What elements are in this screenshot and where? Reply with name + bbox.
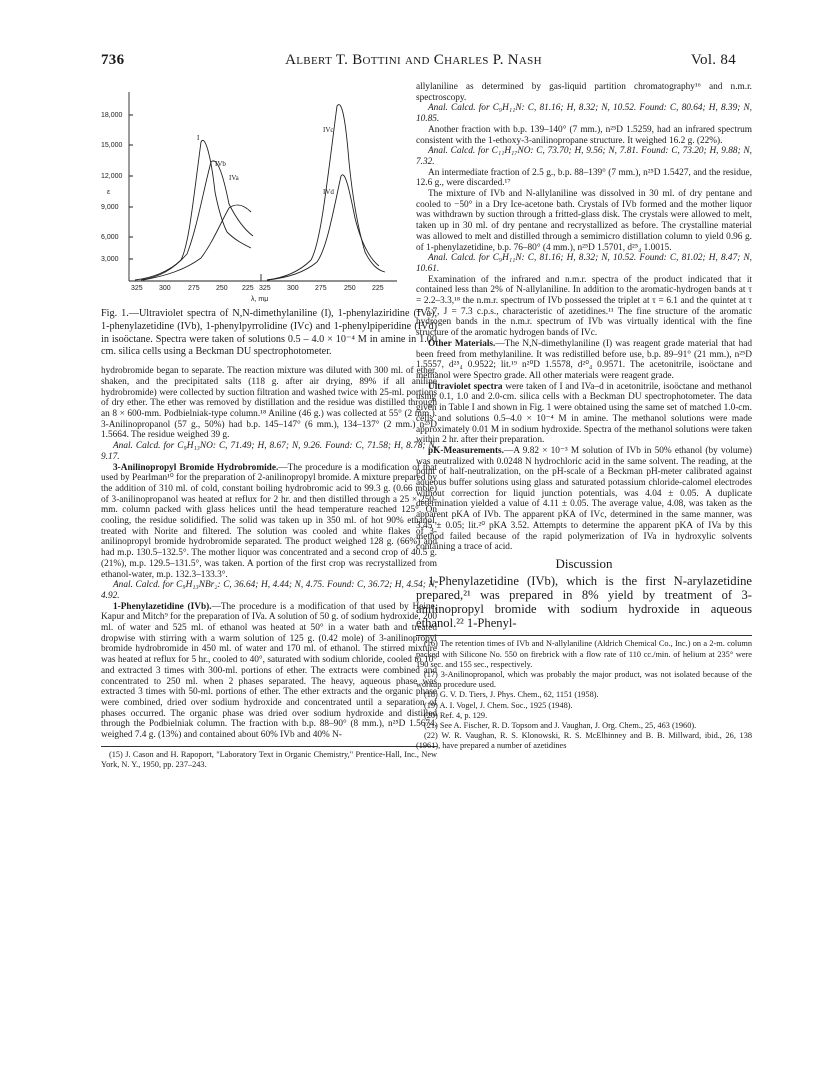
curve-label-ivc: IVc <box>323 126 334 134</box>
footnote: (21) See A. Fischer, R. D. Topsom and J. Vaughan, J. Org. Chem., 25, 463 (1960). <box>424 721 697 731</box>
section-heading: pK-Measurements. <box>428 445 505 456</box>
curve-label-ivd: IVd <box>323 188 334 196</box>
paragraph: allylaniline as determined by gas-liquid partition chromatography¹⁶ and n.m.r. spectroscopy. <box>416 82 752 103</box>
footnote: (17) 3-Anilinopropanol, which was probably the major product, was not isolated because of the workup procedure used. <box>416 670 752 690</box>
x-tick-label: 250 <box>344 285 356 292</box>
volume-label: Vol. 84 <box>690 52 736 68</box>
footnote-divider <box>416 635 752 636</box>
section-text: —The procedure is a modification of that used by Pearlman¹⁰ for the preparation of 2-anilinopropyl bromide. A mixture prepared by the addition of 310 ml. of cold, constant boiling hydrobromic acid to 99.3 g. (0.66 mole) of 3-anilinopropanol was heated at reflux for 2 hr. and then distilled through a 25 × 250-mm. column packed with glass helices until the head temperature reached 125°. On cooling, the residue solidified. The solid was taken up in 350 ml. of hot 90% ethanol, treated with Norite and filtered. The solution was cooled and white flakes of 3-anilinopropyl bromide hydrobromide separated. The product weighed 128 g. (66%) and had m.p. 130.5–132.5°. The mother liquor was concentrated and a second crop of 40.5 g. (21%), m.p. 129.5–131.5°, was taken. A portion of the first crop was recrystallized from ethanol-water, m.p. 132.3–133.3°. <box>101 462 437 580</box>
section-paragraph <box>101 463 437 581</box>
x-tick-label: 225 <box>242 285 254 292</box>
footnote: (16) The retention times of IVb and N-allylaniline (Aldrich Chemical Co., Inc.) on a 2-m. column packed with Silicone No. 550 on firebrick with a flow rate of 110 cc./min. of helium at 235° were 190 sec. and 155 sec., respectively. <box>416 639 752 669</box>
footnote: (19) A. I. Vogel, J. Chem. Soc., 1925 (1948). <box>424 700 573 710</box>
curve-label-i: I <box>197 134 200 142</box>
page-number: 736 <box>101 52 125 68</box>
paragraph: The mixture of IVb and N-allylaniline was dissolved in 30 ml. of dry pentane and cooled to −50° in a Dry Ice-acetone bath. Crystals of IVb formed and the mother liquor was withdrawn by suction through a fritted-glass disk. The crystals were allowed to melt, taken up in 30 ml. of dry pentane and recrystallized as before. The crystalline material was allowed to melt and distilled through a semimicro distillation column to yield 0.96 g. of 1-phenylazetidine, b.p. 76–80° (4 mm.), n²⁵D 1.5701, d²⁵₄ 1.0015. <box>416 189 752 253</box>
section-text: —The procedure is a modification of that used by Heine, Kapur and Mitch⁹ for the preparation of IVa. A solution of 50 g. of sodium hydroxide, 200 ml. of water and 525 ml. of ethanol was heated at 50° in a water bath and treated dropwise with stirring with a warm solution of 125 g. (0.42 mole) of 3-anilinopropyl bromide hydrobromide in 450 ml. of water and 170 ml. of ethanol. The stirred mixture was heated at reflux for 5 hr., cooled to 40°, saturated with sodium chloride, cooled to 10° and extracted 3 times with 300-ml. portions of ether. The extracts were combined and concentrated to 250 ml. when 2 phases separated. The heavy, aqueous phase was extracted 3 times with 50-ml. portions of ether. The ether extracts and the organic phase were combined, dried over sodium hydroxide and concentrated until a separation of phases occurred. The organic phase was dried over sodium hydroxide and distilled through the Podbielniak column. The fraction with b.p. 88–90° (8 mm.), n²⁵D 1.5674, weighed 7.4 g. (13%) and contained about 60% IVb and 40% N- <box>101 601 437 741</box>
discussion-paragraph: 1-Phenylazetidine (IVb), which is the first N-arylazetidine prepared,²¹ was prepared in 8% yield by treatment of 3-anilinopropyl bromide with sodium hydroxide in aqueous ethanol.²² 1-Phenyl- <box>416 573 752 631</box>
analysis-paragraph: Anal. Calcd. for C₉H₁₁N: C, 81.16; H, 8.32; N, 10.52. Found: C, 81.02; H, 8.47; N, 10.61. <box>416 253 752 274</box>
x-axis-label: λ, mμ <box>251 296 269 302</box>
section-text: —A 9.82 × 10⁻³ M solution of IVb in 50% ethanol (by volume) was neutralized with 0.0248 N hydrochloric acid in the same solvent. The reading, at the point of half-neutralization, on the pH-scale of a Beckman pH-meter calibrated against aqueous buffer solutions using glass and saturated potassium chloride-calomel electrodes without correction for liquid junction potentials, was 4.04 ± 0.05. A duplicate determination yielded a value of 4.11 ± 0.05. The average value, 4.08, was taken as the apparent pKA of IVb. The apparent pKA of IVc, determined in the same manner, was 3.45 ± 0.05; lit.²⁰ pKA 3.52. Attempts to determine the apparent pKA of IVa by this method failed because of the rapid polymerization of IVa in hydroxylic solvents containing a trace of acid. <box>416 445 752 553</box>
y-tick-label: 12,000 <box>101 173 123 180</box>
paragraph: Examination of the infrared and n.m.r. spectra of the product indicated that it contained less than 2% of N-allylaniline. In addition to the aromatic-hydrogen bands at τ = 2.2–3.3,¹⁸ the n.m.r. spectrum of IVb possessed the triplet at τ = 6.1 and the quintet at τ = 7.7, J = 7.3 c.p.s., characteristic of azetidines.¹¹ The fine structure of the aromatic hydrogen bands in the n.m.r. spectrum of IVb was virtually identical with the fine structure of the aromatic hydrogen bands of IVc. <box>416 274 752 339</box>
paragraph: hydrobromide began to separate. The reaction mixture was diluted with 300 ml. of ether, shaken, and the precipitated salts (118 g. after air drying, 89% if all aniline hydrobromide) were collected by suction filtration and washed twice with 25-ml. portions of dry ether. The ether was removed by distillation and the residue was distilled through an 8 × 600-mm. Podbielniak-type column.¹⁸ Aniline (46 g.) was collected at 55° (2 mm.). 3-Anilinopropanol (57 g., 50%) had b.p. 145–147° (6 mm.), 134–137° (2 mm.) n²⁵D 1.5664. The residue weighed 39 g. <box>101 366 437 441</box>
x-tick-label: 225 <box>372 285 384 292</box>
footnote: (20) Ref. 4, p. 129. <box>424 710 488 720</box>
y-tick-label: 6,000 <box>101 234 119 241</box>
running-head: Albert T. Bottini and Charles P. Nash <box>285 52 542 68</box>
section-text: were taken of I and IVa–d in acetonitrile, isoöctane and methanol using 0.1, 1.0 and 2.0-cm. silica cells with a Beckman DU spectrophotometer. The data given in Table I and shown in Fig. 1 were obtained using the same set of matched 1.0-cm. cells and solutions 0.5–4.0 × 10⁻⁴ M in amine. The methanol solutions were made approximately 0.01 M in sodium hydroxide. Spectra of the methanol solutions were taken within 2 hr. after their preparation. <box>416 381 752 446</box>
curve-label-ivb: IVb <box>215 160 226 168</box>
section-paragraph <box>101 602 437 741</box>
x-tick-label: 275 <box>315 285 327 292</box>
analysis-paragraph: Anal. Calcd. for C₁₁H₁₇NO: C, 73.70; H, 9.56; N, 7.81. Found: C, 73.20; H, 9.88; N, 7.32. <box>416 146 752 167</box>
footnote: (18) G. V. D. Tiers, J. Phys. Chem., 62, 1151 (1958). <box>424 690 599 700</box>
section-heading: 1-Phenylazetidine (IVb). <box>113 601 212 612</box>
paragraph: An intermediate fraction of 2.5 g., b.p. 88–139° (7 mm.), n²⁵D 1.5427, and the residue, 12.6 g., were discarded.¹⁷ <box>416 167 752 189</box>
footnote: (15) J. Cason and H. Rapoport, "Laboratory Text in Organic Chemistry," Prentice-Hall, Inc., New York, N. Y., 1950, pp. 237–243. <box>101 749 437 769</box>
y-tick-label: 15,000 <box>101 142 123 149</box>
section-text: —The N,N-dimethylaniline (I) was reagent grade material that had been freed from methylaniline. It was redistilled before use, b.p. 89–91° (21 mm.), n²⁵D 1.5557, d²⁵₄ 0.9522; lit.¹⁹ n²⁰D 1.5578, d²⁰₄ 0.9571. The acetonitrile, isoöctane and methanol were Spectro grade. All other materials were reagent grade. <box>416 338 752 381</box>
curve-i <box>135 140 251 280</box>
x-tick-label: 300 <box>159 285 171 292</box>
page-header <box>0 52 827 72</box>
footnote: (22) W. R. Vaughan, R. S. Klonowski, R. S. McElhinney and B. B. Millward, ibid., 26, 138 (1961), have prepared a number of azetidines <box>416 731 752 751</box>
curve-iva <box>143 205 251 280</box>
curve-label-iva: IVa <box>229 174 239 182</box>
uv-spectra-figure <box>101 82 437 302</box>
section-heading: Other Materials. <box>428 338 496 349</box>
section-paragraph <box>416 382 752 446</box>
paragraph: Another fraction with b.p. 139–140° (7 mm.), n²⁵D 1.5259, had an infrared spectrum consistent with the 1-ethoxy-3-anilinopropane structure. It weighed 16.2 g. (22%). <box>416 124 752 146</box>
analysis-paragraph: Anal. Calcd. for C₉H₁₁N: C, 81.16; H, 8.32; N, 10.52. Found: C, 80.64; H, 8.39; N, 10.85. <box>416 103 752 125</box>
x-tick-label: 325 <box>259 285 271 292</box>
y-tick-label: 9,000 <box>101 204 119 211</box>
footnote-divider <box>101 746 437 747</box>
uv-spectra-plot <box>101 82 437 302</box>
section-heading: 3-Anilinopropyl Bromide Hydrobromide. <box>113 462 279 473</box>
section-heading: Ultraviolet spectra <box>428 381 503 392</box>
analysis-paragraph: Anal. Calcd. for C₉H₁₃NO: C, 71.49; H, 8.67; N, 9.26. Found: C, 71.58; H, 8.78; N, 9.17. <box>101 441 437 462</box>
section-paragraph <box>416 446 752 553</box>
left-column <box>101 82 437 770</box>
x-tick-label: 325 <box>131 285 143 292</box>
y-axis-label: ε <box>107 189 111 196</box>
x-tick-label: 275 <box>188 285 200 292</box>
y-tick-label: 18,000 <box>101 112 123 119</box>
right-column <box>416 82 752 752</box>
figure-caption: Fig. 1.—Ultraviolet spectra of N,N-dimethylaniline (I), 1-phenylaziridine (IVa), 1-phenylazetidine (IVb), 1-phenylpyrrolidine (IVc) and 1-phenylpiperidine (IVd) in isoöctane. Spectra were taken of solutions 0.5 – 4.0 × 10⁻⁴ M in amine in 1.00 cm. silica cells using a Beckman DU spectrophotometer. <box>101 308 437 358</box>
x-tick-label: 250 <box>216 285 228 292</box>
section-paragraph <box>416 339 752 382</box>
discussion-heading: Discussion <box>555 555 613 571</box>
x-tick-label: 300 <box>287 285 299 292</box>
y-tick-label: 3,000 <box>101 256 119 263</box>
analysis-paragraph: Anal. Calcd. for C₉H₁₃NBr₂: C, 36.64; H, 4.44; N, 4.75. Found: C, 36.72; H, 4.54; N, 4.92. <box>101 580 437 601</box>
